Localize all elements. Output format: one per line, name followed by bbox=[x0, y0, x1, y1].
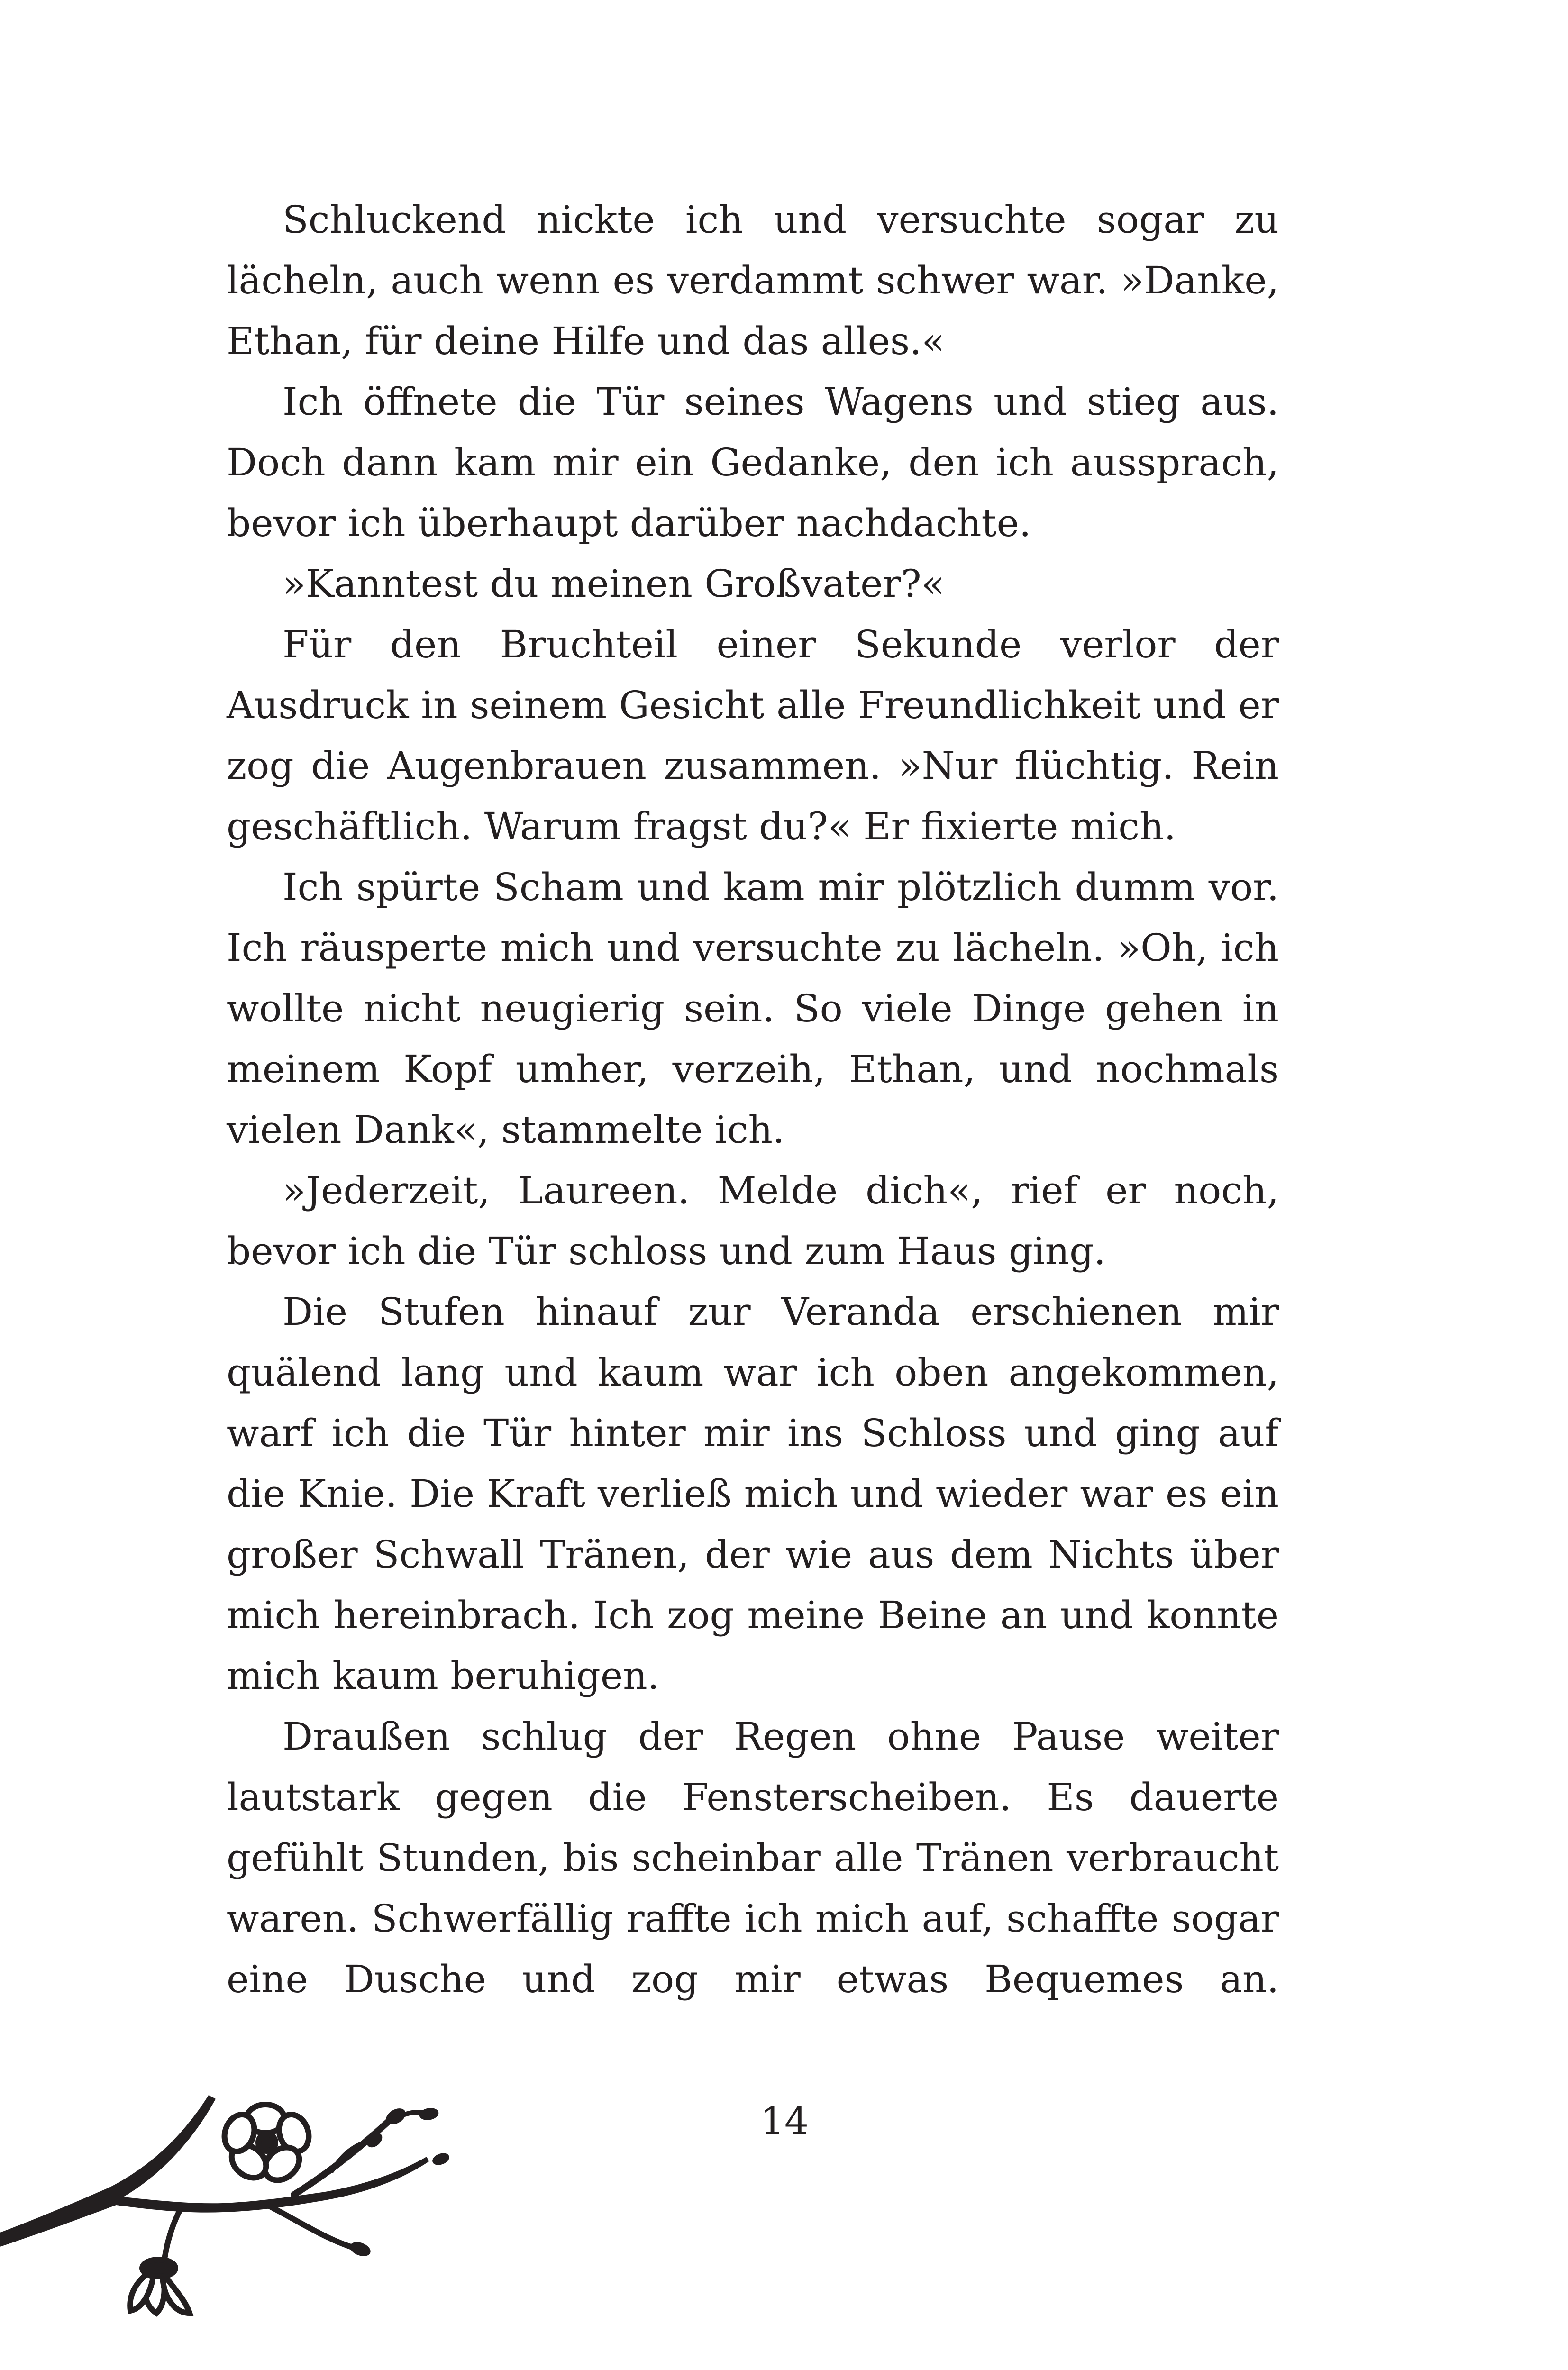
page-number: 14 bbox=[760, 2099, 809, 2143]
paragraph-3: »Kanntest du meinen Großvater?« bbox=[283, 562, 945, 606]
paragraph-7: Die Stufen hinauf zur Veranda erschienen mir quälend lang und kaum war ich oben angekommen, warf ich die Tür hinter mir ins Schloss und ging auf die Knie. Die Kraft verließ mich und wieder war es ein großer Schwall Tränen, der wie aus dem Nichts über mich hereinbrach. Ich zog meine Beine an und konnte mich kaum beruhigen. bbox=[227, 1290, 1279, 1698]
cherry-blossom-branch-icon bbox=[0, 2076, 521, 2342]
paragraph-6: »Jederzeit, Laureen. Melde dich«, rief er noch, bevor ich die Tür schloss und zum Haus ging. bbox=[227, 1168, 1279, 1273]
paragraph-4: Für den Bruchteil einer Sekunde verlor der Ausdruck in seinem Gesicht alle Freundlichkeit und er zog die Augenbrauen zusammen. »Nur flüchtig. Rein geschäftlich. Warum fragst du?« Er fixierte mich. bbox=[227, 622, 1279, 848]
paragraph-8: Draußen schlug der Regen ohne Pause weiter lautstark gegen die Fensterscheiben. Es dauerte gefühlt Stunden, bis scheinbar alle Tränen verbraucht waren. Schwerfällig raffte ich mich auf, schaffte sogar eine Dusche und zog mir etwas Bequemes an. bbox=[227, 1714, 1279, 2001]
paragraph-2: Ich öffnete die Tür seines Wagens und stieg aus. Doch dann kam mir ein Gedanke, den ich aussprach, bevor ich überhaupt darüber nachdachte. bbox=[227, 380, 1279, 545]
body-text bbox=[227, 190, 1279, 2010]
paragraph-1: Schluckend nickte ich und versuchte sogar zu lächeln, auch wenn es verdammt schwer war. »Danke, Ethan, für deine Hilfe und das alles.« bbox=[227, 198, 1279, 363]
paragraph-5: Ich spürte Scham und kam mir plötzlich dumm vor. Ich räusperte mich und versuchte zu lächeln. »Oh, ich wollte nicht neugierig sein. So viele Dinge gehen in meinem Kopf umher, verzeih, Ethan, und nochmals vielen Dank«, stammelte ich. bbox=[227, 865, 1279, 1152]
